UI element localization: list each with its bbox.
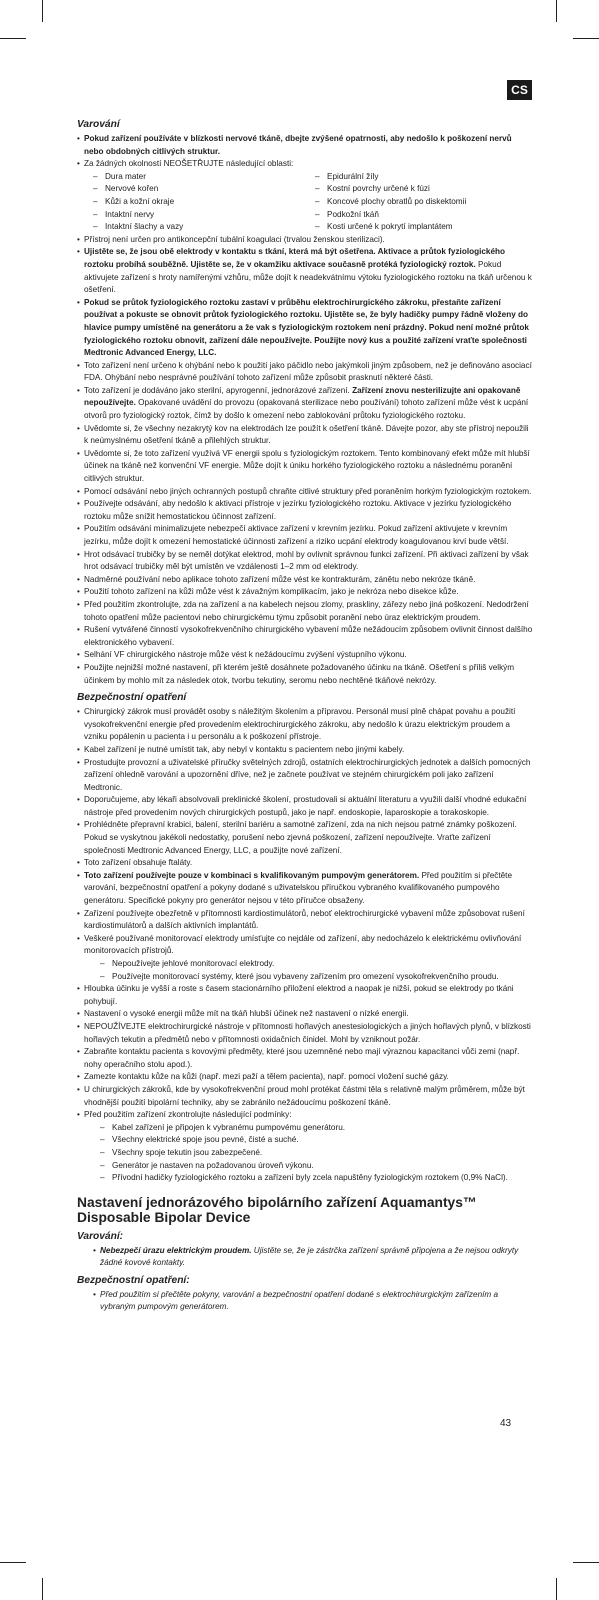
list-item: • Toto zařízení není určeno k ohýbání nebo k použití jako páčidlo nebo jakýmkoli jiným způsobem, než je definováno asociací FDA. Ohýbání nebo nesprávné používání tohoto zařízení může způsobit prasknutí některé části. bbox=[77, 360, 533, 385]
list-item: – Nepoužívejte jehlové monitorovací elektrody. bbox=[100, 958, 533, 971]
list-item: – Kosti určené k pokrytí implantátem bbox=[315, 221, 533, 234]
list-item: – Kabel zařízení je připojen k vybranému pumpovému generátoru. bbox=[100, 1122, 533, 1135]
sub-list bbox=[84, 1122, 533, 1185]
crop-mark bbox=[556, 0, 557, 22]
list-item: • Uvědomte si, že všechny nezakrytý kov na elektrodách lze použít k ošetření tkáně. Dávejte pozor, aby ste přístroj nepoužili k neúmyslnému ošetření tkáně a přilehlých struktur. bbox=[77, 423, 533, 448]
crop-mark bbox=[573, 38, 599, 39]
list-item: • Rušení vytvářené činností vysokofrekvenčního chirurgického vybavení může nežádoucím způsobem ovlivnit činnost dalšího elektronického vybavení. bbox=[77, 624, 533, 649]
list-item: • Prostudujte provozní a uživatelské příručky světelných zdrojů, ostatních elektrochirurgických jednotek a dalších pomocných zařízení ohledně varování a upozornění dříve, než je začnete používat ve stejném chirurgickém poli jako zařízení Medtronic. bbox=[77, 757, 533, 795]
areas-columns bbox=[77, 171, 533, 234]
list-item: • Před použitím zkontrolujte, zda na zařízení a na kabelech nejsou zlomy, praskliny, zářezy nebo jiná poškození. Nedodržení tohoto opatření může pacientovi nebo chirurgickému týmu způsobit poranění nebo úraz elektrickým proudem. bbox=[77, 599, 533, 624]
list-item: – Intaktní šlachy a vazy bbox=[93, 221, 315, 234]
list-item: • Toto zařízení obsahuje ftaláty. bbox=[77, 857, 533, 870]
precautions-list bbox=[77, 706, 533, 1185]
list-item: – Podkožní tkáň bbox=[315, 209, 533, 222]
list-item: • Ujistěte se, že jsou obě elektrody v kontaktu s tkání, která má být ošetřena. Aktivace a průtok fyziologického roztoku probíhá souběžně. Ujistěte se, že v okamžiku aktivace současně protéká fyziologický roztok. Pokud aktivujete zařízení s hroty namířenými vzhůru, může dojít k neadekvátnímu výtoku fyziologického roztoku na tkáň určenou k ošetření. bbox=[77, 246, 533, 296]
list-item: • Před použitím zařízení zkontrolujte následující podmínky: – Kabel zařízení je připojen k vybranému pumpovému generátoru. – Všechny elektrické spoje jsou pevné, čisté a suché. – Všechny spoje tekutin jsou zabezpečené. – Generátor je nastaven na požadovanou úroveň výkonu. – Přívodní hadičky fyziologického roztoku a zařízení byly zcela napuštěny fyziologickým roztokem (0,9% NaCl). bbox=[77, 1109, 533, 1185]
section-heading: Varování: bbox=[77, 1230, 124, 1242]
language-badge: CS bbox=[507, 80, 532, 100]
list-item: – Kůži a kožní okraje bbox=[93, 196, 315, 209]
list-item: • Uvědomte si, že toto zařízení využívá VF energii spolu s fyziologickým roztokem. Tento kombinovaný efekt může mít hlubší účinek na tkáně než konvenční VF energie. Může dojít k úniku horkého fyziologického roztoku a následnému poranění citlivých struktur. bbox=[77, 448, 533, 486]
list-item: • Zamezte kontaktu kůže na kůži (např. mezi paží a tělem pacienta), např. pomocí vložení suché gázy. bbox=[77, 1071, 533, 1084]
list-item: • Nadměrné používání nebo aplikace tohoto zařízení může vést ke kontrakturám, zánětu nebo nekróze tkáně. bbox=[77, 574, 533, 587]
crop-mark bbox=[42, 0, 43, 22]
list-item: • Nastavení o vysoké energii může mít na tkáň hlubší účinek než nastavení o nízké energii. bbox=[77, 1008, 533, 1021]
list-item: • Pokud se průtok fyziologického roztoku zastaví v průběhu elektrochirurgického zákroku, přestaňte zařízení používat a pokuste se obnovit průtok fyziologického roztoku. Ujistěte se, že byly hadičky pumpy řádně vloženy do hlavice pumpy umístěné na generátoru a že vak s fyziologickým roztokem není prázdný. Pokud není možné průtok fyziologického roztoku obnovit, zařízení dále nepoužívejte. Použijte nový kus a použité zařízení vraťte společnosti Medtronic Advanced Energy, LLC. bbox=[77, 297, 533, 360]
list-item: • Toto zařízení používejte pouze v kombinaci s kvalifikovaným pumpovým generátorem. Před použitím si přečtěte varování, bezpečnostní opatření a pokyny dodané s uživatelskou příručkou vybraného kvalifikovaného pumpového generátoru. Specifické pokyny pro generátor nejsou v této příručce obsaženy. bbox=[77, 870, 533, 908]
list-item: • Kabel zařízení je nutné umístit tak, aby nebyl v kontaktu s pacientem nebo jinými kabely. bbox=[77, 744, 533, 757]
list-item: – Přívodní hadičky fyziologického roztoku a zařízení byly zcela napuštěny fyziologickým roztokem (0,9% NaCl). bbox=[100, 1172, 533, 1185]
crop-mark bbox=[0, 38, 26, 39]
areas-right-list bbox=[315, 171, 533, 234]
list-item: – Všechny spoje tekutin jsou zabezpečené. bbox=[100, 1147, 533, 1160]
list-item: • Doporučujeme, aby lékaři absolvovali preklinické školení, prostudovali si aktuální literaturu a využili další vhodné edukační nástroje před provedením nových chirurgických postupů, jako je např. endoskopie, laparoskopie a torakoskopie. bbox=[77, 794, 533, 819]
list-item: • Hrot odsávací trubičky by se neměl dotýkat elektrod, mohl by ovlivnit správnou funkci zařízení. Při aktivaci zařízení by však hrot odsávací trubičky měl být umístěn ve vzdálenosti 1–2 mm od elektrody. bbox=[77, 549, 533, 574]
page-number: 43 bbox=[500, 1418, 512, 1429]
list-item: • Za žádných okolností NEOŠETŘUJTE následující oblasti: bbox=[77, 158, 533, 171]
section-title: Nastavení jednorázového bipolárního zařízení Aquamantys™ Disposable Bipolar Device bbox=[77, 1194, 477, 1226]
crop-mark bbox=[573, 1562, 599, 1563]
list-item: • Nebezpečí úrazu elektrickým proudem. Ujistěte se, že je zástrčka zařízení správně připojena a že nejsou odkryty žádné kovové kontakty. bbox=[93, 1245, 533, 1270]
list-item: – Používejte monitorovací systémy, které jsou vybaveny zařízením pro omezení vysokofrekvenčního proudu. bbox=[100, 971, 533, 984]
warnings-list bbox=[77, 133, 533, 171]
list-item: • Prohlédněte přepravní krabici, balení, sterilní bariéru a samotné zařízení, zda na nich nejsou patrné známky poškození. Pokud se vyskytnou jakékoli nedostatky, porušení nebo zjevná poškození, zařízení nepoužívejte. Vraťte zařízení společnosti Medtronic Advanced Energy, LLC, a použijte nové zařízení. bbox=[77, 819, 533, 857]
areas-left-list bbox=[93, 171, 315, 234]
list-item: • Pokud zařízení používáte v blízkosti nervové tkáně, dbejte zvýšené opatrnosti, aby nedošlo k poškození nervů nebo obdobných citlivých struktur. bbox=[77, 133, 533, 158]
list-item: – Generátor je nastaven na požadovanou úroveň výkonu. bbox=[100, 1160, 533, 1173]
list-item: • Použití tohoto zařízení na kůži může vést k závažným komplikacím, jako je nekróza nebo disekce kůže. bbox=[77, 586, 533, 599]
list-item: • Hloubka účinku je vyšší a roste s časem stacionárního přiložení elektrod a naopak je nižší, pokud se elektrody po tkáni pohybují. bbox=[77, 983, 533, 1008]
section-heading: Bezpečnostní opatření: bbox=[77, 1274, 190, 1286]
list-item: • NEPOUŽÍVEJTE elektrochirurgické nástroje v přítomnosti hořlavých anestesiologických a jiných hořlavých plynů, v blízkosti hořlavých tekutin a předmětů nebo v přítomnosti oxidačních činidel. Mohl by vzniknout požár. bbox=[77, 1021, 533, 1046]
list-item: – Intaktní nervy bbox=[93, 209, 315, 222]
list-item: – Dura mater bbox=[93, 171, 315, 184]
list-item: • Přístroj není určen pro antikoncepční tubální koagulaci (trvalou ženskou sterilizaci). bbox=[77, 234, 533, 247]
crop-mark bbox=[42, 1578, 43, 1600]
list-item: • Používejte odsávání, aby nedošlo k aktivaci přístroje v jezírku fyziologického roztoku. Aktivace v jezírku fyziologického roztoku může snížit hemostatickou účinnost zařízení. bbox=[77, 498, 533, 523]
list-item: • Toto zařízení je dodáváno jako sterilní, apyrogenní, jednorázové zařízení. Zařízení znovu nesterilizujte ani opakovaně nepoužívejte. Opakované uvádění do provozu (opakovaná sterilizace nebo používání) tohoto zařízení může vést k ucpání otvorů pro fyziologický roztok, čímž by došlo k omezení nebo zablokování průtoku fyziologického roztoku. bbox=[77, 385, 533, 423]
list-item: • U chirurgických zákroků, kde by vysokofrekvenční proud mohl protékat částmi těla s relativně malým průměrem, může být vhodnější použití bipolární techniky, aby se zabránilo nežádoucímu poškození tkáně. bbox=[77, 1084, 533, 1109]
list-item: • Zabraňte kontaktu pacienta s kovovými předměty, které jsou uzemněné nebo mají výraznou kapacitanci vůči zemi (např. nohy operačního stolu apod.). bbox=[77, 1046, 533, 1071]
sub-list bbox=[84, 958, 533, 983]
crop-mark bbox=[556, 1578, 557, 1600]
list-item: – Koncové plochy obratlů po diskektomii bbox=[315, 196, 533, 209]
list-item: – Všechny elektrické spoje jsou pevné, čisté a suché. bbox=[100, 1134, 533, 1147]
list-item: • Zařízení používejte obezřetně v přítomnosti kardiostimulátorů, neboť elektrochirurgické vybavení může způsobovat rušení kardiostimulátorů a dalších aktivních implantátů. bbox=[77, 908, 533, 933]
warnings-list-cont bbox=[77, 234, 533, 687]
list-item: • Použitím odsávání minimalizujete nebezpečí aktivace zařízení v krevním jezírku. Pokud zařízení aktivujete v krevním jezírku, může dojít k omezení hemostatické účinnosti zařízení a riziko ucpání elektrody koagulovanou krví bude větší. bbox=[77, 523, 533, 548]
list-item: • Před použitím si přečtěte pokyny, varování a bezpečnostní opatření dodané s elektrochirurgickým zařízením a vybraným pumpovým generátorem. bbox=[93, 1289, 533, 1314]
section-heading: Bezpečnostní opatření bbox=[77, 692, 187, 704]
list-item: • Použijte nejnižší možné nastavení, při kterém ještě dosáhnete požadovaného účinku na tkáně. Ošetření s příliš velkým účinkem by mohlo mít za následek otok, tvorbu tekutiny, seromu nebo nechtěné tkáňové nekrózy. bbox=[77, 662, 533, 687]
setup-warnings-list bbox=[77, 1245, 533, 1270]
setup-precautions-list bbox=[77, 1289, 533, 1314]
list-item: • Pomocí odsávání nebo jiných ochranných postupů chraňte citlivé struktury před poraněním horkým fyziologickým roztokem. bbox=[77, 486, 533, 499]
crop-mark bbox=[0, 1562, 26, 1563]
list-item: – Epidurální žíly bbox=[315, 171, 533, 184]
list-item: – Nervové kořen bbox=[93, 183, 315, 196]
list-item: – Kostní povrchy určené k fúzi bbox=[315, 183, 533, 196]
page-content bbox=[77, 114, 533, 1314]
list-item: • Veškeré používané monitorovací elektrody umísťujte co nejdále od zařízení, aby nedocházelo k elektrickému ovlivňování monitorovacích přístrojů. – Nepoužívejte jehlové monitorovací elektrody. – Používejte monitorovací systémy, které jsou vybaveny zařízením pro omezení vysokofrekvenčního proudu. bbox=[77, 933, 533, 983]
list-item: • Chirurgický zákrok musí provádět osoby s náležitým školením a přípravou. Personál musí plně chápat povahu a použití vysokofrekvenční energie před provedením elektrochirurgického zákroku, aby nedošlo k úrazu elektrickým proudem a vzniku popálenin u pacienta i u personálu a k poškození přístroje. bbox=[77, 706, 533, 744]
section-heading: Varování bbox=[77, 119, 120, 130]
list-item: • Selhání VF chirurgického nástroje může vést k nežádoucímu zvýšení výstupního výkonu. bbox=[77, 649, 533, 662]
